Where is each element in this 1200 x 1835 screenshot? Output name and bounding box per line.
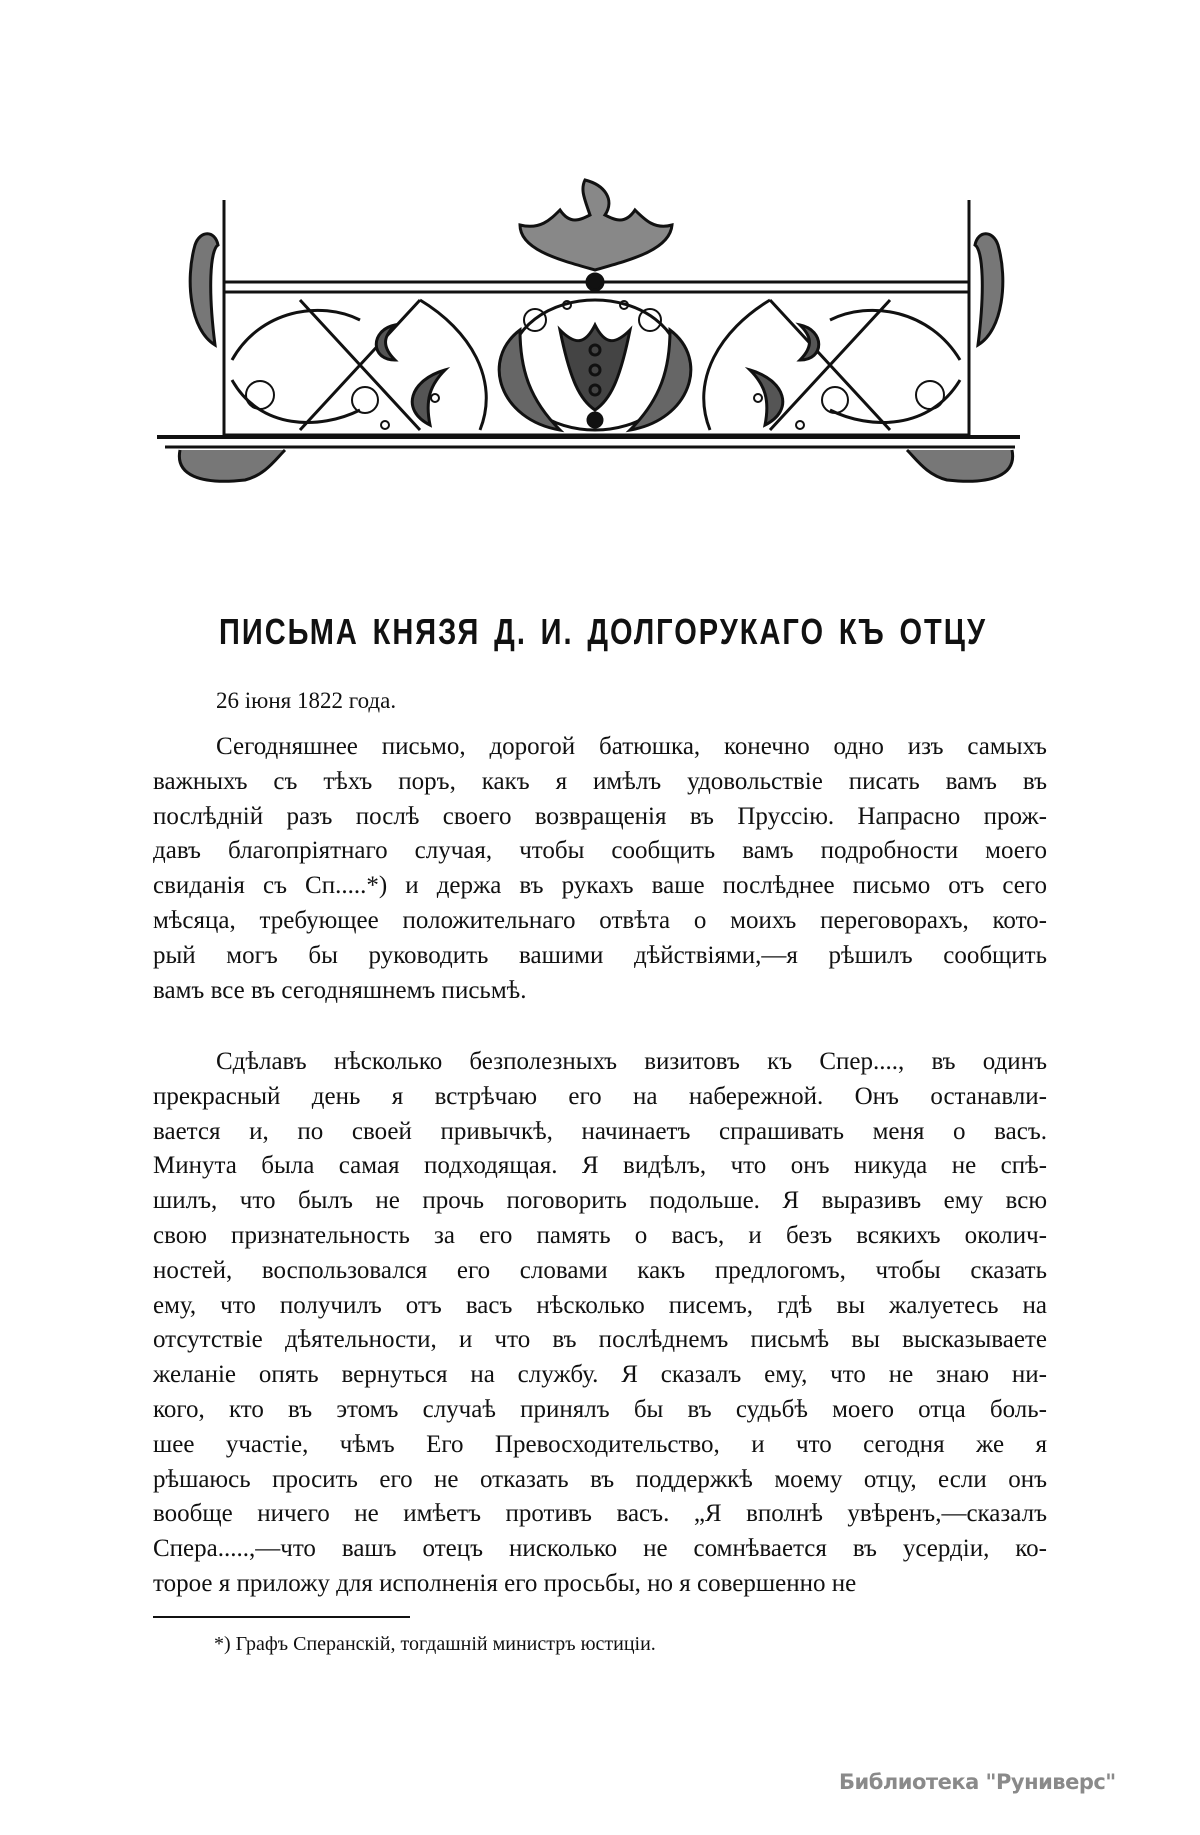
text-line: Минута была самая подходящая. Я видѣлъ, что онъ никуда не спѣ- xyxy=(153,1152,1047,1180)
text-line: давъ благопріятнаго случая, чтобы сообщить вамъ подробности моего xyxy=(153,837,1047,865)
page-title: ПИСЬМА КНЯЗЯ Д. И. ДОЛГОРУКАГО КЪ ОТЦУ xyxy=(219,612,987,653)
text-line: Спера.....,—что вашъ отецъ нисколько не сомнѣвается въ усердіи, ко- xyxy=(153,1535,1047,1563)
library-watermark: Библиотека "Руниверс" xyxy=(839,1770,1116,1794)
text-line: вается и, по своей привычкѣ, начинаетъ спрашивать меня о васъ. xyxy=(153,1117,1047,1145)
text-line: вообще ничего не имѣетъ противъ васъ. „Я вполнѣ увѣренъ,—сказалъ xyxy=(153,1500,1047,1528)
text-line: послѣдній разъ послѣ своего возвращенія въ Пруссію. Напрасно прож- xyxy=(153,802,1047,830)
text-line: рый могъ бы руководить вашими дѣйствіями,—я рѣшилъ сообщить xyxy=(153,941,1047,969)
text-line: торое я приложу для исполненія его просьбы, но я совершенно не xyxy=(153,1570,857,1597)
text-line: шилъ, что былъ не прочь поговорить подольше. Я выразивъ ему всю xyxy=(153,1187,1047,1215)
text-line: Сегодняшнее письмо, дорогой батюшка, конечно одно изъ самыхъ xyxy=(216,733,1047,760)
text-line: отсутствіе дѣятельности, и что въ послѣднемъ письмѣ вы высказываете xyxy=(153,1326,1047,1354)
headpiece-ornament xyxy=(0,0,1200,500)
text-line: ему, что получилъ отъ васъ нѣсколько писемъ, гдѣ вы жалуетесь на xyxy=(153,1291,1047,1319)
text-line: вамъ все въ сегодняшнемъ письмѣ. xyxy=(153,976,527,1004)
footnote-divider xyxy=(153,1616,410,1618)
letter-date: 26 іюня 1822 года. xyxy=(216,688,397,713)
text-line: свою признательность за его память о васъ, и безъ всякихъ околич- xyxy=(153,1222,1047,1249)
text-line: важныхъ съ тѣхъ поръ, какъ я имѣлъ удовольствіе писать вамъ въ xyxy=(153,767,1047,795)
text-line: мѣсяца, требующее положительнаго отвѣта о моихъ переговорахъ, кото- xyxy=(153,907,1047,934)
text-line: Сдѣлавъ нѣсколько безполезныхъ визитовъ къ Спер...., въ одинъ xyxy=(216,1048,1047,1075)
text-line: свиданія съ Сп.....*) и держа въ рукахъ ваше послѣднее письмо отъ сего xyxy=(153,872,1047,900)
text-line: рѣшаюсь просить его не отказать въ поддержкѣ моему отцу, если онъ xyxy=(153,1465,1047,1493)
text-line: желаніе опять вернуться на службу. Я сказалъ ему, что не знаю ни- xyxy=(153,1361,1047,1389)
footnote: *) Графъ Сперанскій, тогдашній министръ юстиціи. xyxy=(214,1633,656,1655)
text-line: ностей, воспользовался его словами какъ предлогомъ, чтобы сказать xyxy=(153,1256,1047,1284)
text-line: шее участіе, чѣмъ Его Превосходительство, и что сегодня же я xyxy=(153,1430,1047,1458)
text-line: прекрасный день я встрѣчаю его на набережной. Онъ останавли- xyxy=(153,1082,1047,1110)
text-line: кого, кто въ этомъ случаѣ принялъ бы въ судьбѣ моего отца боль- xyxy=(153,1396,1047,1423)
